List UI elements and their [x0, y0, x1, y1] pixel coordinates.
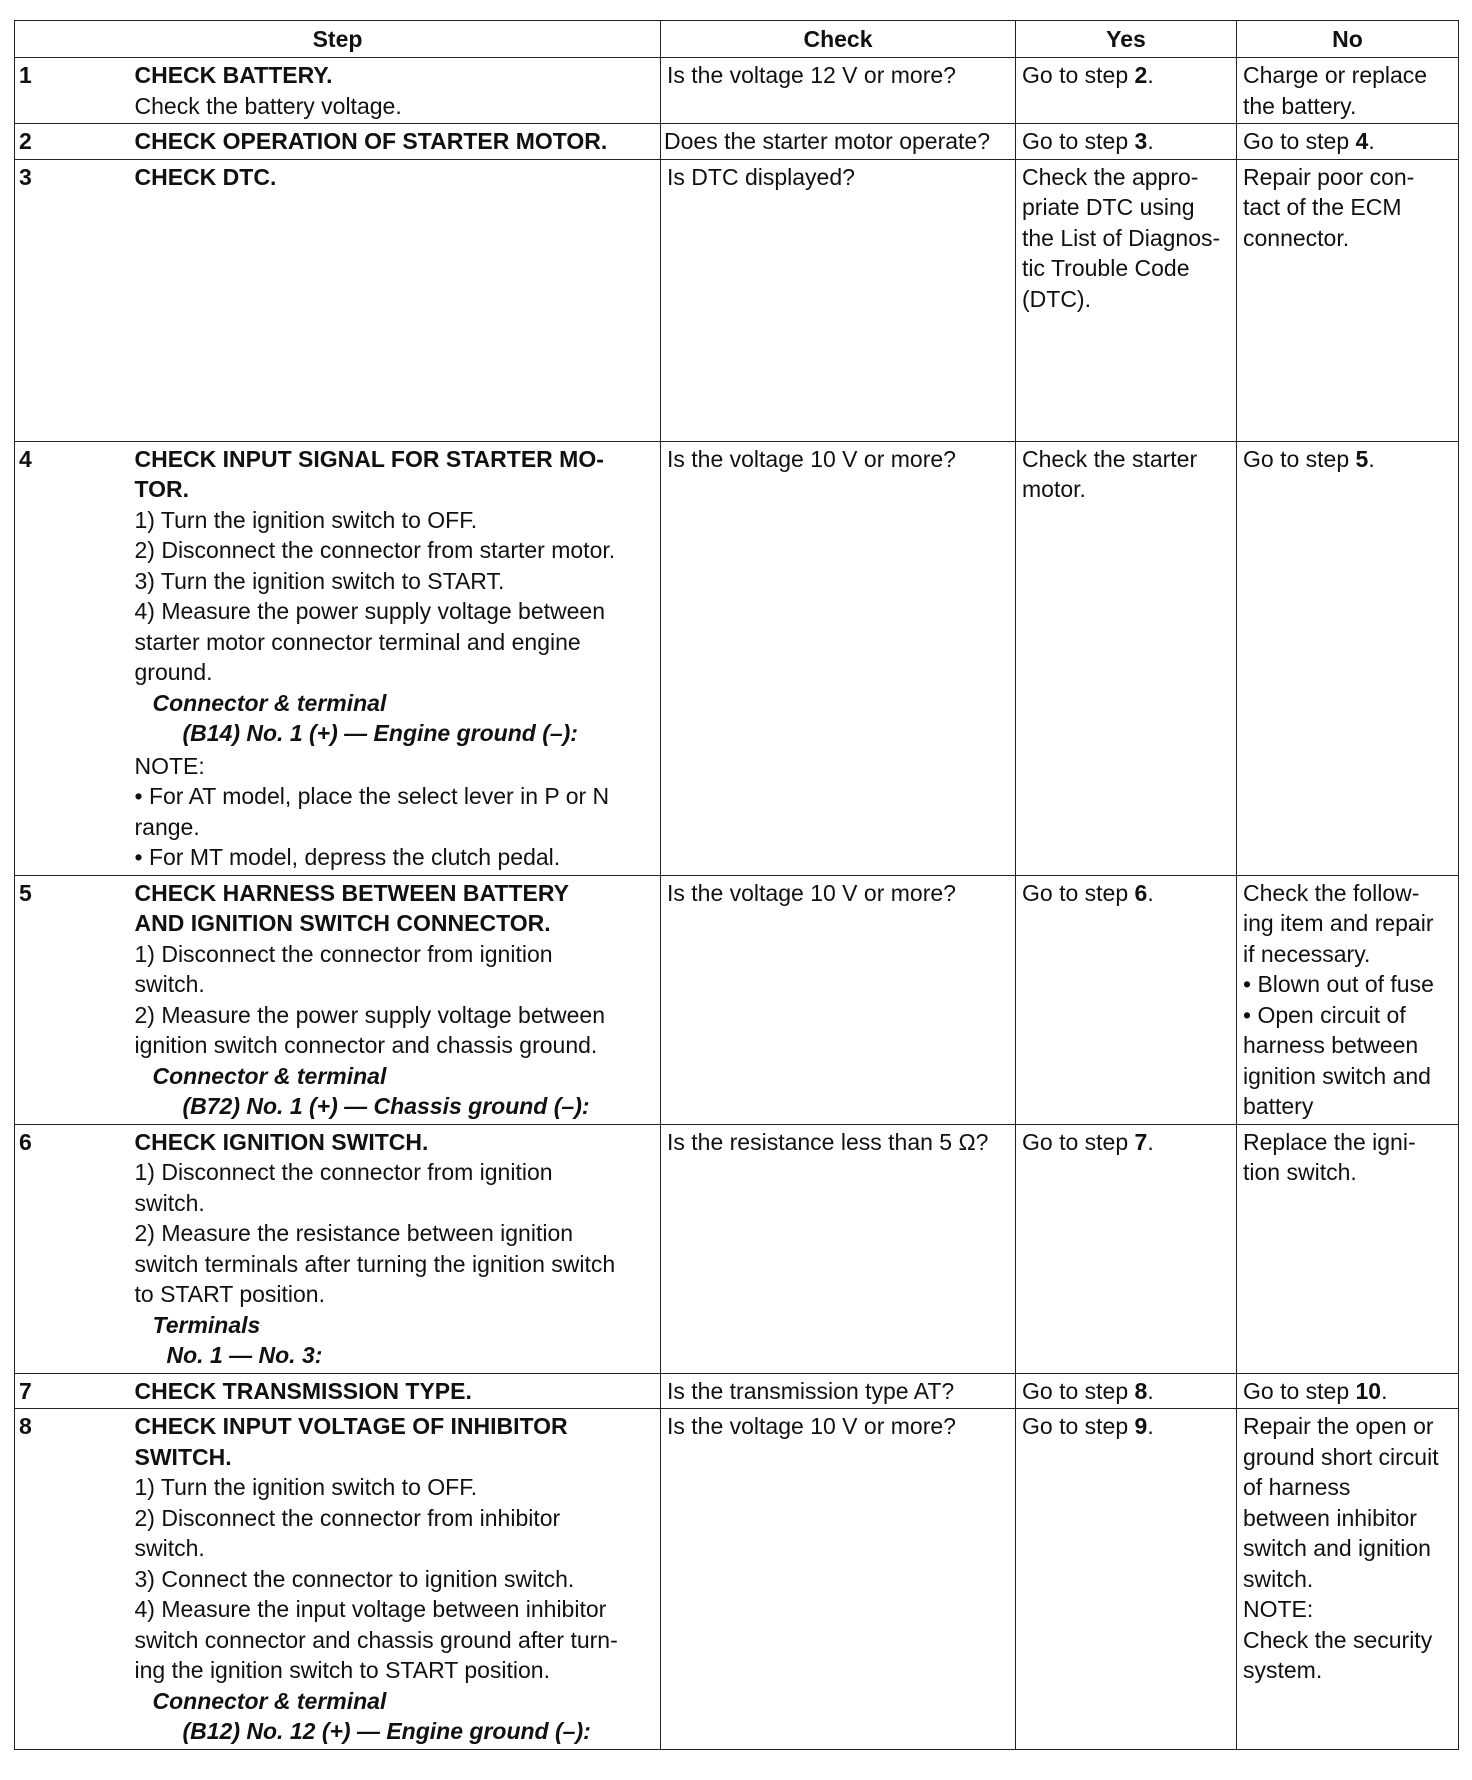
check-question: Is the transmission type AT? — [661, 1373, 1016, 1409]
step-title: CHECK TRANSMISSION TYPE. — [134, 1377, 472, 1404]
yes-line: (DTC). — [1022, 285, 1091, 312]
check-question: Is the voltage 10 V or more? — [661, 875, 1016, 1124]
no-line: Check the follow- — [1243, 879, 1420, 906]
step-number: 3 — [15, 159, 129, 441]
no-line: system. — [1243, 1657, 1323, 1683]
header-check: Check — [661, 21, 1016, 58]
step-description — [129, 875, 661, 1124]
step-line: 2) Measure the resistance between ignition — [134, 1220, 574, 1246]
yes-step-link[interactable]: 3 — [1134, 128, 1148, 154]
no-line: tion switch. — [1243, 1159, 1357, 1185]
note-line: range. — [134, 813, 200, 840]
step-number: 4 — [15, 441, 129, 875]
no-line: ground short circuit — [1243, 1443, 1439, 1470]
spec-label: Connector & terminal — [152, 689, 387, 716]
header-row — [15, 21, 1459, 58]
spec-label: Terminals — [152, 1311, 261, 1338]
yes-action — [1016, 1124, 1237, 1373]
no-action — [1237, 58, 1459, 124]
step-line: 2) Disconnect the connector from starter motor. — [134, 537, 616, 563]
header-step: Step — [15, 21, 661, 58]
no-action — [1237, 159, 1459, 441]
step-description — [129, 441, 661, 875]
spec-value: (B72) No. 1 (+) — Chassis ground (–): — [182, 1093, 590, 1119]
yes-text: Go to step — [1022, 128, 1135, 154]
step-line: ground. — [134, 659, 213, 685]
no-line: of harness — [1243, 1474, 1351, 1500]
no-text: Go to step — [1243, 1377, 1356, 1404]
yes-step-link[interactable]: 7 — [1134, 1128, 1148, 1155]
no-line: tact of the ECM — [1243, 194, 1402, 220]
no-text: Go to step — [1243, 128, 1356, 154]
yes-suffix: . — [1147, 879, 1154, 906]
no-action — [1237, 875, 1459, 1124]
no-line: if necessary. — [1243, 940, 1371, 967]
yes-action — [1016, 441, 1237, 875]
check-question: Is DTC displayed? — [661, 159, 1016, 441]
step-line: 1) Turn the ignition switch to OFF. — [134, 506, 478, 533]
yes-action — [1016, 875, 1237, 1124]
no-step-link[interactable]: 4 — [1355, 128, 1369, 154]
no-line: battery — [1243, 1093, 1314, 1119]
no-suffix: . — [1381, 1377, 1388, 1404]
note-line: NOTE: — [134, 752, 205, 779]
yes-action — [1016, 1409, 1237, 1750]
table-row — [15, 1124, 1459, 1373]
no-line: switch and ignition — [1243, 1535, 1431, 1561]
step-title: CHECK DTC. — [134, 163, 277, 190]
yes-step-link[interactable]: 8 — [1134, 1377, 1148, 1404]
yes-line: Check the starter — [1022, 445, 1198, 472]
step-title: TOR. — [134, 476, 190, 502]
step-number: 2 — [15, 124, 129, 160]
no-line: ing item and repair — [1243, 910, 1434, 936]
table-row — [15, 58, 1459, 124]
no-step-link[interactable]: 10 — [1355, 1377, 1382, 1404]
no-action — [1237, 1409, 1459, 1750]
yes-suffix: . — [1147, 1377, 1154, 1404]
yes-suffix: . — [1147, 62, 1154, 88]
step-number: 6 — [15, 1124, 129, 1373]
no-line: Repair poor con- — [1243, 163, 1415, 190]
no-suffix: . — [1368, 445, 1375, 472]
step-number: 7 — [15, 1373, 129, 1409]
yes-line: the List of Diagnos- — [1022, 224, 1221, 251]
no-text: Go to step — [1243, 445, 1356, 472]
table-row — [15, 875, 1459, 1124]
no-action — [1237, 1124, 1459, 1373]
note-line: • For MT model, depress the clutch pedal. — [134, 844, 561, 870]
step-title: CHECK OPERATION OF STARTER MOTOR. — [134, 128, 608, 154]
no-line: Charge or replace — [1243, 62, 1428, 88]
no-suffix: . — [1368, 128, 1375, 154]
no-line: Check the security — [1243, 1626, 1433, 1653]
step-title: CHECK INPUT SIGNAL FOR STARTER MO- — [134, 445, 604, 472]
spec-label: Connector & terminal — [152, 1062, 387, 1089]
step-title: CHECK INPUT VOLTAGE OF INHIBITOR — [134, 1413, 568, 1439]
step-number: 5 — [15, 875, 129, 1124]
step-title: CHECK BATTERY. — [134, 62, 333, 88]
step-description — [129, 1124, 661, 1373]
yes-text: Go to step — [1022, 1413, 1135, 1439]
yes-action — [1016, 58, 1237, 124]
step-title: CHECK HARNESS BETWEEN BATTERY — [134, 879, 569, 906]
no-line: harness between — [1243, 1032, 1419, 1058]
step-description — [129, 159, 661, 441]
step-line: 1) Disconnect the connector from ignition — [134, 940, 553, 967]
spec-value: No. 1 — No. 3: — [166, 1342, 323, 1368]
step-title: CHECK IGNITION SWITCH. — [134, 1128, 429, 1155]
yes-step-link[interactable]: 6 — [1134, 879, 1148, 906]
yes-action — [1016, 1373, 1237, 1409]
no-action — [1237, 1373, 1459, 1409]
spec-value: (B12) No. 12 (+) — Engine ground (–): — [182, 1718, 591, 1744]
spec-value: (B14) No. 1 (+) — Engine ground (–): — [182, 720, 578, 746]
step-description — [129, 1373, 661, 1409]
note-line: • For AT model, place the select lever in P or N — [134, 783, 610, 809]
step-line: 3) Connect the connector to ignition switch. — [134, 1565, 575, 1592]
step-line: to START position. — [134, 1281, 325, 1307]
yes-line: priate DTC using — [1022, 194, 1195, 220]
no-line: connector. — [1243, 224, 1350, 251]
header-yes: Yes — [1016, 21, 1237, 58]
yes-text: Go to step — [1022, 879, 1135, 906]
no-line: switch. — [1243, 1565, 1314, 1592]
no-step-link[interactable]: 5 — [1355, 445, 1369, 472]
step-line: 1) Turn the ignition switch to OFF. — [134, 1474, 478, 1500]
step-line: 3) Turn the ignition switch to START. — [134, 567, 505, 594]
no-action — [1237, 441, 1459, 875]
step-line: 4) Measure the power supply voltage between — [134, 598, 606, 624]
diagnostic-table — [14, 20, 1459, 1750]
step-line: ing the ignition switch to START position. — [134, 1657, 550, 1683]
yes-step-link[interactable]: 9 — [1134, 1413, 1148, 1439]
yes-text: Go to step — [1022, 1377, 1135, 1404]
yes-line: Check the appro- — [1022, 163, 1199, 190]
step-line: switch. — [134, 971, 205, 997]
check-question: Is the resistance less than 5 Ω? — [661, 1124, 1016, 1373]
step-title: AND IGNITION SWITCH CONNECTOR. — [134, 910, 551, 936]
check-question: Does the starter motor operate? — [661, 124, 1016, 160]
step-line: 2) Disconnect the connector from inhibitor — [134, 1504, 561, 1531]
no-line: NOTE: — [1243, 1596, 1314, 1622]
step-line: 4) Measure the input voltage between inhibitor — [134, 1596, 607, 1622]
step-line: Check the battery voltage. — [134, 92, 402, 119]
yes-text: Go to step — [1022, 62, 1135, 88]
yes-suffix: . — [1147, 1413, 1154, 1439]
step-line: switch. — [134, 1535, 205, 1561]
step-line: ignition switch connector and chassis ground. — [134, 1032, 598, 1058]
yes-text: Go to step — [1022, 1128, 1135, 1155]
yes-action — [1016, 159, 1237, 441]
step-line: switch. — [134, 1189, 205, 1216]
table-row — [15, 159, 1459, 441]
yes-step-link[interactable]: 2 — [1134, 62, 1148, 88]
no-action — [1237, 124, 1459, 160]
check-question: Is the voltage 10 V or more? — [661, 1409, 1016, 1750]
step-line: starter motor connector terminal and engine — [134, 628, 581, 655]
yes-action — [1016, 124, 1237, 160]
step-description — [129, 58, 661, 124]
no-line: Replace the igni- — [1243, 1128, 1416, 1155]
check-question: Is the voltage 10 V or more? — [661, 441, 1016, 875]
check-question: Is the voltage 12 V or more? — [661, 58, 1016, 124]
step-number: 1 — [15, 58, 129, 124]
step-description — [129, 1409, 661, 1750]
table-row — [15, 124, 1459, 160]
header-no: No — [1237, 21, 1459, 58]
no-line: • Open circuit of — [1243, 1001, 1406, 1028]
step-line: switch connector and chassis ground after turn- — [134, 1626, 618, 1653]
yes-line: tic Trouble Code — [1022, 255, 1190, 281]
step-title: SWITCH. — [134, 1443, 232, 1470]
step-number: 8 — [15, 1409, 129, 1750]
step-description — [129, 124, 661, 160]
table-row — [15, 441, 1459, 875]
no-line: between inhibitor — [1243, 1504, 1417, 1531]
no-line: Repair the open or — [1243, 1413, 1434, 1439]
no-line: • Blown out of fuse — [1243, 971, 1434, 997]
yes-line: motor. — [1022, 476, 1086, 502]
table-row — [15, 1373, 1459, 1409]
step-line: switch terminals after turning the ignition switch — [134, 1250, 616, 1277]
yes-suffix: . — [1147, 1128, 1154, 1155]
spec-label: Connector & terminal — [152, 1687, 387, 1714]
step-line: 1) Disconnect the connector from ignition — [134, 1159, 553, 1185]
step-line: 2) Measure the power supply voltage between — [134, 1001, 606, 1028]
table-row — [15, 1409, 1459, 1750]
yes-suffix: . — [1147, 128, 1154, 154]
no-line: the battery. — [1243, 92, 1357, 119]
no-line: ignition switch and — [1243, 1062, 1431, 1089]
